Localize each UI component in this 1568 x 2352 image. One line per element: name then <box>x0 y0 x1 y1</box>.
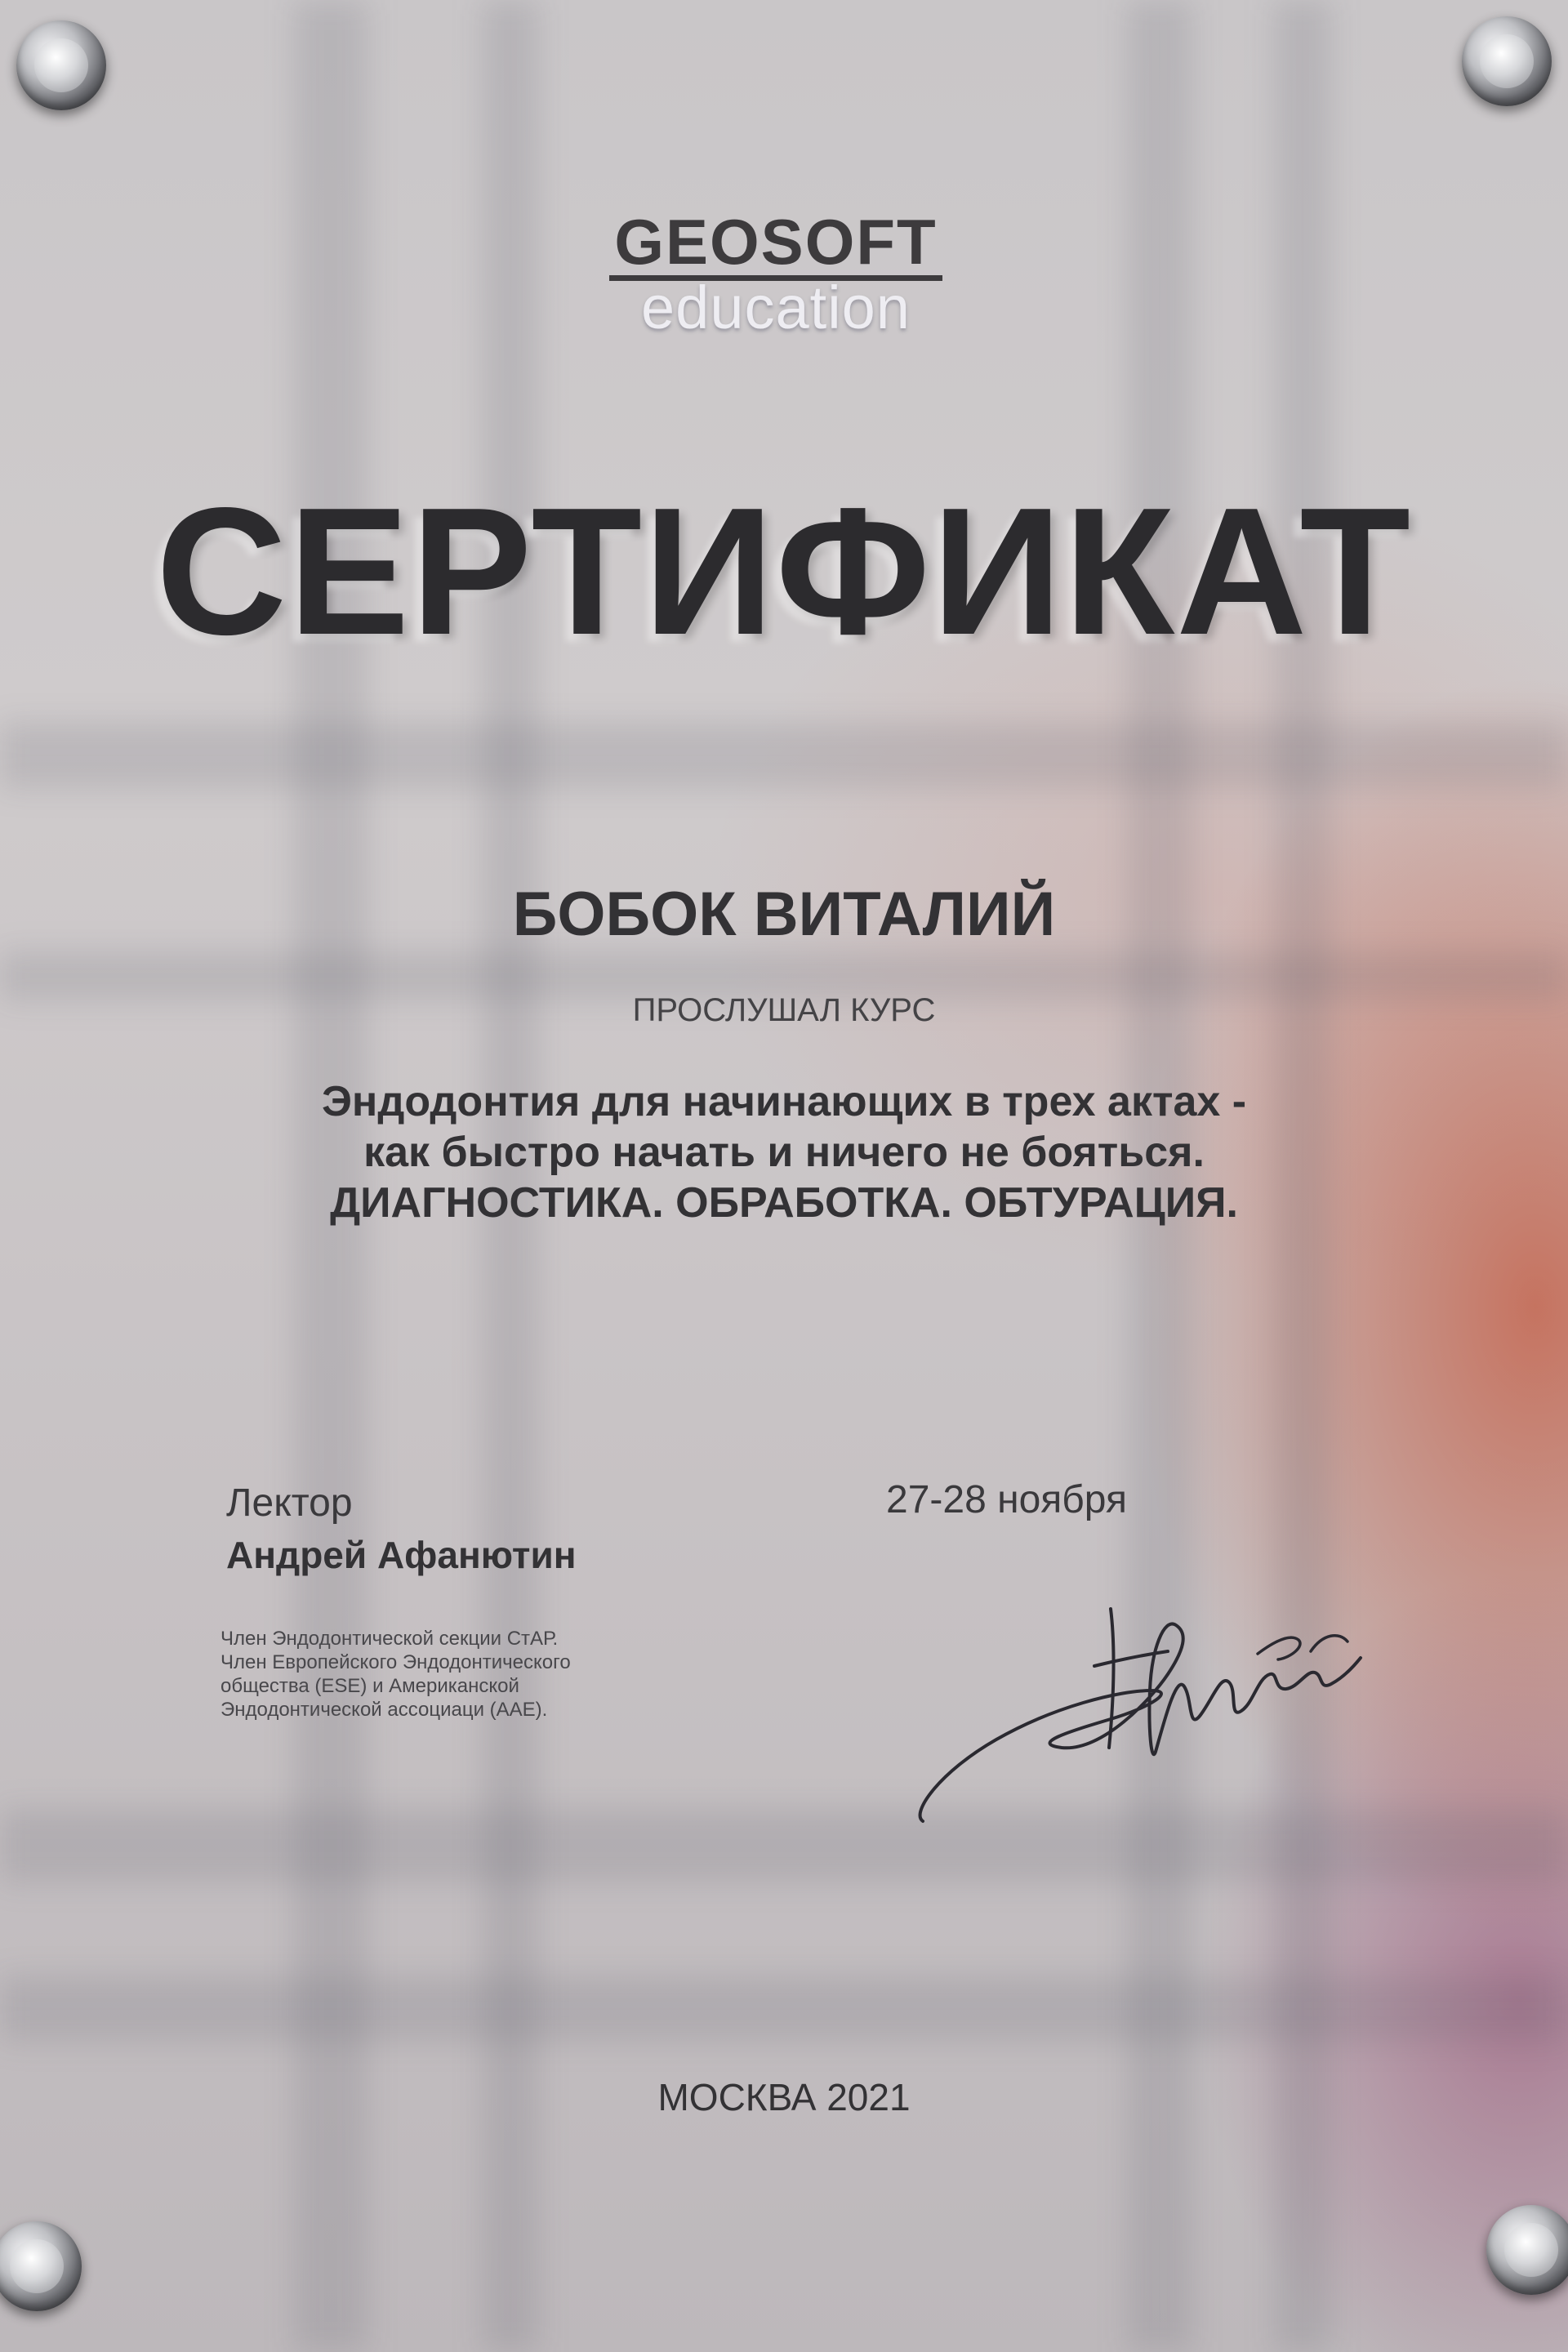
course-line: Эндодонтия для начинающих в трех актах - <box>321 1078 1247 1125</box>
signature <box>906 1576 1364 1838</box>
course-dates: 27-28 ноября <box>886 1478 1127 1521</box>
reflection-band <box>0 723 1568 788</box>
completed-label: ПРОСЛУШАЛ КУРС <box>632 992 936 1028</box>
standoff-top-right <box>1462 16 1552 106</box>
standoff-bottom-right <box>1486 2205 1568 2295</box>
bio-line: Член Эндодонтической секции СтАР. <box>220 1628 559 1650</box>
geosoft-education-logo <box>596 208 956 340</box>
city-year: МОСКВА 2021 <box>657 2076 911 2118</box>
lecturer-label: Лектор <box>226 1481 353 1525</box>
logo-wordmark: GEOSOFT <box>609 208 942 281</box>
lecturer-name: Андрей Афанютин <box>226 1534 577 1576</box>
reflection-band <box>0 1976 1568 2042</box>
bio-line: Член Европейского Эндодонтического <box>220 1651 571 1673</box>
logo-subtitle: education <box>641 274 911 341</box>
recipient-name: БОБОК ВИТАЛИЙ <box>512 880 1056 949</box>
course-line: как быстро начать и ничего не бояться. <box>363 1129 1205 1176</box>
standoff-bottom-left <box>0 2221 82 2311</box>
standoff-top-left <box>16 20 106 110</box>
certificate-title: СЕРТИФИКАТ <box>155 470 1413 673</box>
course-title <box>131 1076 1437 1228</box>
bio-line: Эндодонтической ассоциаци (AAE). <box>220 1699 548 1721</box>
course-line: ДИАГНОСТИКА. ОБРАБОТКА. ОБТУРАЦИЯ. <box>330 1179 1238 1227</box>
bio-line: общества (ESE) и Американской <box>220 1675 519 1697</box>
lecturer-bio <box>220 1627 678 1722</box>
